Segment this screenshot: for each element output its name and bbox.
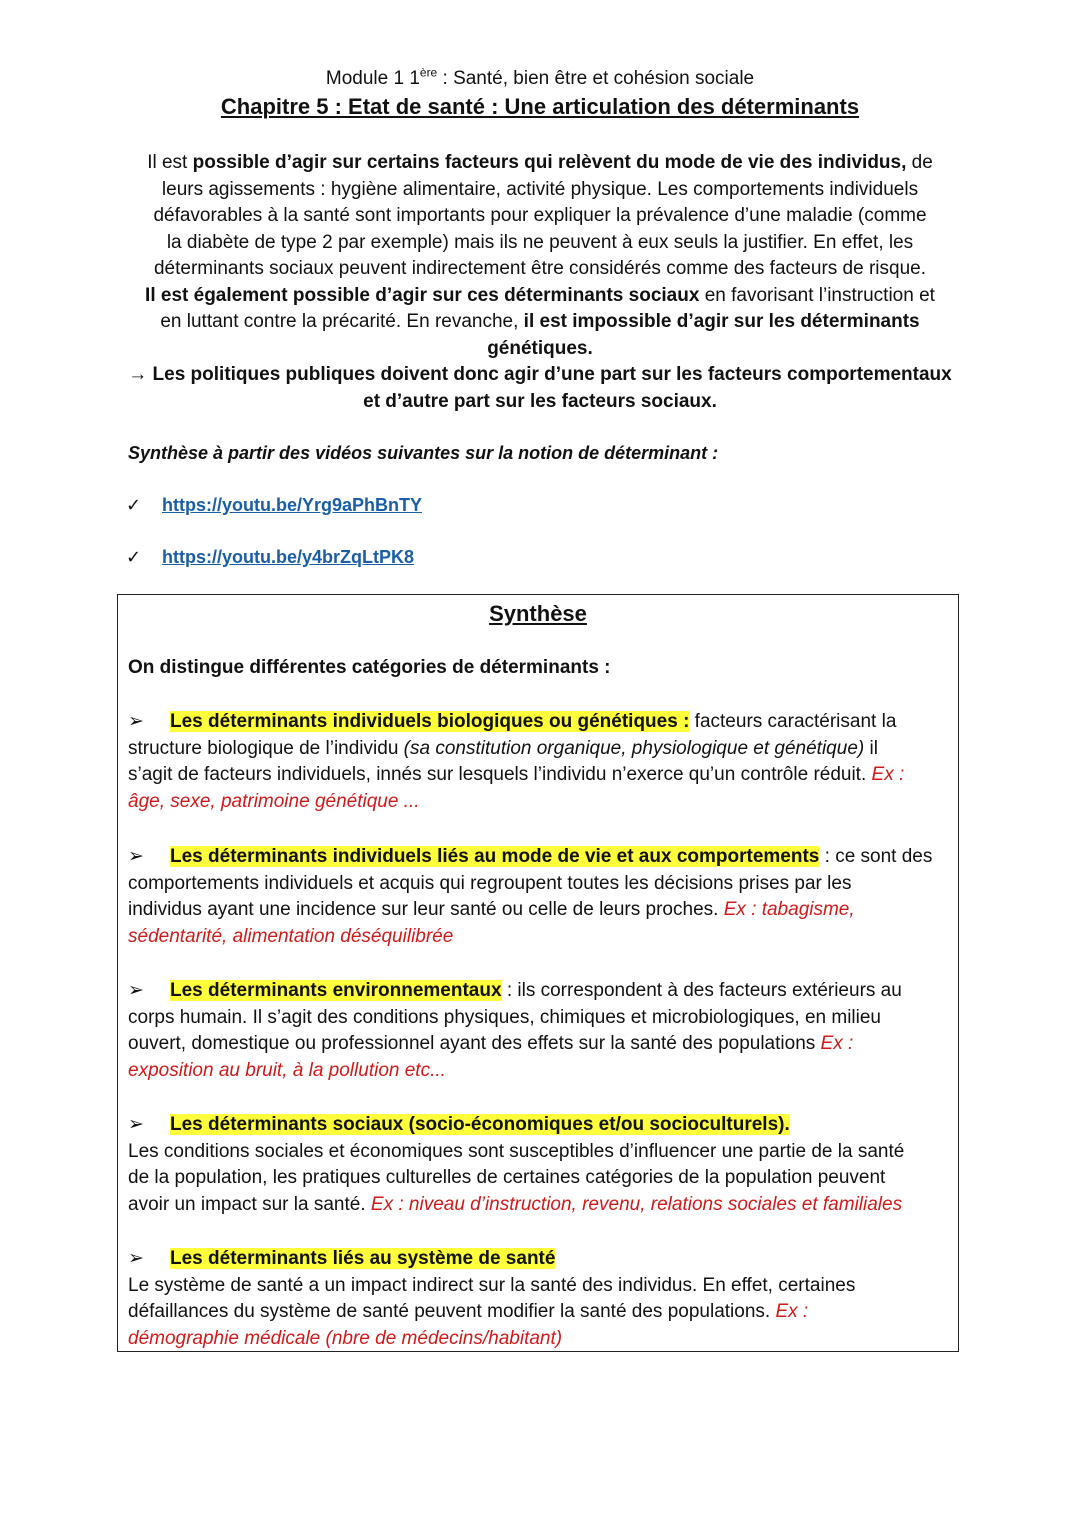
bullet-arrow-icon: ➢ <box>128 980 144 1001</box>
bullet-arrow-icon: ➢ <box>128 1248 144 1269</box>
video-link-row-2 <box>126 544 414 571</box>
determinant-lifestyle: ➢ Les déterminants individuels liés au mode de vie et aux comportements : ce sont des comportements individuels et acquis qui regroupent toutes les décisions prises par les individus ayant une incidence sur leur santé ou celle de leurs proches. Ex : tabagisme, sédentarité, alimentation déséquilibrée <box>128 846 933 947</box>
bullet-arrow-icon: ➢ <box>128 711 144 732</box>
synthesis-subtitle: On distingue différentes catégories de déterminants : <box>128 657 611 678</box>
module-heading: Module 1 1ère : Santé, bien être et cohésion sociale <box>325 65 755 89</box>
checkmark-icon: ✓ <box>126 495 142 515</box>
videos-title: Synthèse à partir des vidéos suivantes sur la notion de déterminant : <box>128 443 719 463</box>
determinant-health-system: ➢ Les déterminants liés au système de santé Le système de santé a un impact indirect sur la santé des individus. En effet, certaines défaillances du système de santé peuvent modifier la santé des populations. Ex : démographie médicale (nbre de médecins/habitant) <box>128 1248 856 1349</box>
video-link-1[interactable]: https://youtu.be/Yrg9aPhBnTY <box>162 495 423 515</box>
video-link-row-1 <box>126 492 422 519</box>
determinant-environmental: ➢ Les déterminants environnementaux : ils correspondent à des facteurs extérieurs au corps humain. Il s’agit des conditions physiques, chimiques et microbiologiques, en milieu ouvert, domestique ou professionnel ayant des effets sur la santé des populations Ex : exposition au bruit, à la pollution etc... <box>128 980 902 1081</box>
bullet-arrow-icon: ➢ <box>128 1114 144 1135</box>
bullet-arrow-icon: ➢ <box>128 846 144 867</box>
video-link-2[interactable]: https://youtu.be/y4brZqLtPK8 <box>162 547 414 567</box>
checkmark-icon: ✓ <box>126 547 142 567</box>
determinant-social: ➢ Les déterminants sociaux (socio-économiques et/ou socioculturels). Les conditions sociales et économiques sont susceptibles d’influencer une partie de la santé de la population, les pratiques culturelles de certaines catégories de la population peuvent avoir un impact sur la santé. Ex : niveau d’instruction, revenu, relations sociales et familiales <box>128 1114 905 1215</box>
synthesis-title: Synthèse <box>489 601 587 626</box>
chapter-title: Chapitre 5 : Etat de santé : Une articulation des déterminants <box>220 94 860 119</box>
conclusion-line: → Les politiques publiques doivent donc agir d’une part sur les facteurs comportementaux <box>128 364 952 385</box>
synthesis-box <box>117 594 959 1352</box>
determinant-biological: ➢ Les déterminants individuels biologiques ou génétiques : facteurs caractérisant la structure biologique de l’individu (sa constitution organique, physiologique et génétique) il s’agit de facteurs individuels, innés sur lesquels l’individu n’exerce qu’un contrôle réduit. Ex : âge, sexe, patrimoine génétique ... <box>128 711 905 812</box>
intro-paragraph: Il est possible d’agir sur certains facteurs qui relèvent du mode de vie des individus, de leurs agissements : hygiène alimentaire, activité physique. Les comportements individuels défavorables à la santé sont importants pour expliquer la prévalence d’une maladie (comme la diabète de type 2 par exemple) mais ils ne peuvent à eux seuls la justifier. En effet, les déterminants sociaux peuvent indirectement être considérés comme des facteurs de risque. Il est également possible d’agir sur ces déterminants sociaux en favorisant l’instruction et en luttant contre la précarité. En revanche, il est impossible d’agir sur les déterminants génétiques. → Les politiques publiques doivent donc agir d’une part sur les facteurs comportementaux et d’autre part sur les facteurs sociaux. <box>125 150 955 415</box>
